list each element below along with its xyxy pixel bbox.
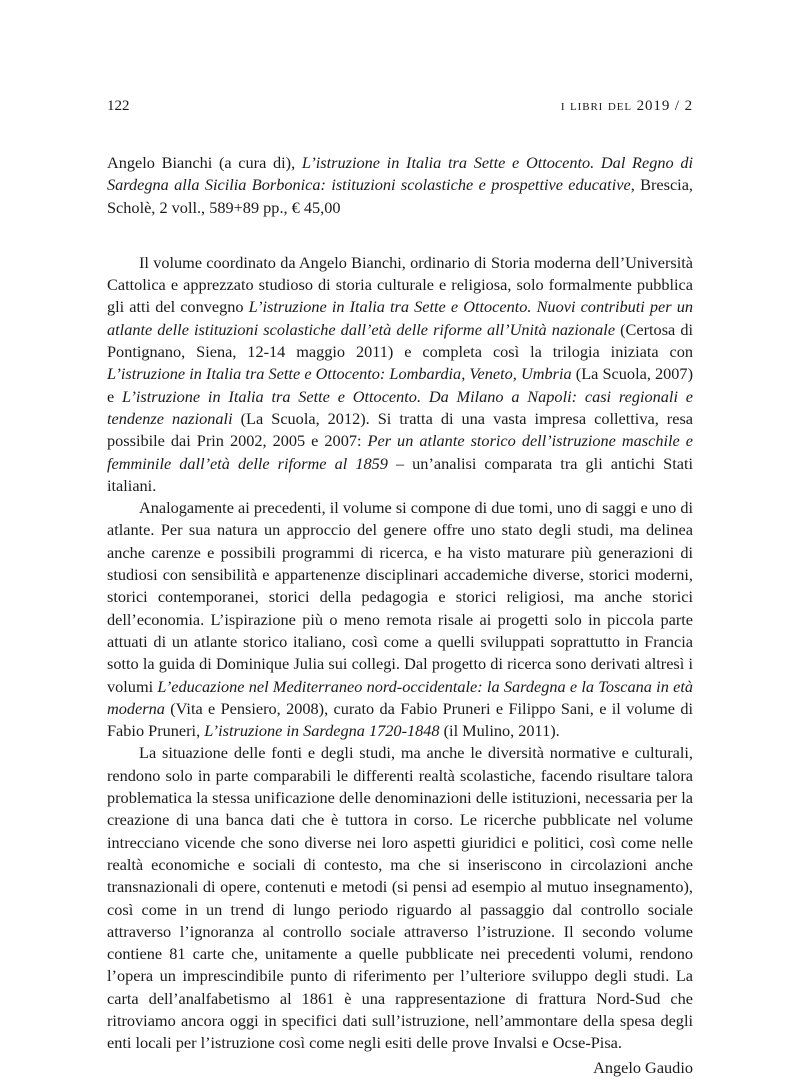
text-run: (Vita e Pensiero, 2008), curato da Fabio Pruneri e Filippo Sani, e il volume di Fabio Pruneri, — [107, 698, 693, 741]
text-run: La situazione delle fonti e degli studi, ma anche le diversità normative e culturali, rendono solo in parte comparabili le differenti realtà scolastiche, facendo risultare talora problematica la stessa unificazione delle denominazioni delle istituzioni, necessaria per la creazione di una banca dati che è tuttora in corso. Le ricerche pubblicate nel volume intrecciano vicende che sono diverse nei loro aspetti giuridici e politici, così come nelle realtà economiche e sociali di contesto, ma che si inseriscono in circolazioni anche transnazionali di opere, contenuti e metodi (si pensi ad esempio al mutuo insegnamento), così come in un trend di lungo periodo riguardo al passaggio dal controllo sociale attraverso l’ignoranza al controllo sociale attraverso l’istruzione. Il secondo volume contiene 81 carte che, unitamente a quelle pubblicate nei precedenti volumi, rendono l’opera un imprescindibile punto di riferimento per l’ulteriore sviluppo degli studi. La carta dell’analfabetismo al 1861 è una rappresentazione di frattura Nord-Sud che ritroviamo ancora oggi in specifici dati sull’istruzione, nell’ammontare della spesa degli enti locali per l’istruzione così come negli esiti delle prove Invalsi e Ocse-Pisa. — [107, 743, 693, 1053]
text-run: Angelo Bianchi (a cura di), — [107, 153, 302, 172]
book-citation — [107, 152, 693, 219]
italic-title-text: L’educazione nel Mediterraneo nord-occidentale: la Sardegna e la Toscana in età moderna — [107, 676, 693, 718]
review-content — [107, 152, 693, 1079]
text-run: Analogamente ai precedenti, il volume si compone di due tomi, uno di saggi e uno di atlante. Per sua natura un approccio del genere offre uno stato degli studi, ma delinea anche carenze e possibili programmi di ricerca, e ha visto maturare più generazioni di studiosi con sensibilità e appartenenze disciplinari accademiche diverse, storici moderni, storici contemporanei, storici della pedagogia e storici religiosi, ma anche storici dell’economia. L’ispirazione più o meno remota risale ai progetti solo in piccola parte attuati di un atlante storico italiano, così come a quelli sviluppati soprattutto in Francia sotto la guida di Dominique Julia sui collegi. Dal progetto di ricerca sono derivati altresì i volumi — [107, 498, 693, 696]
paragraph — [107, 252, 693, 497]
reviewer-signature: Angelo Gaudio — [593, 1057, 693, 1077]
text-run: Il volume coordinato da Angelo Bianchi, ordinario di Storia moderna dell’Università Cattolica e apprezzato studioso di storia culturale e religiosa, solo formalmente pubblica gli atti del convegno — [107, 252, 693, 317]
text-run: (La Scuola, 2012). Si tratta di una vasta impresa collettiva, resa possibile dai Prin 2002, 2005 e 2007: — [107, 408, 694, 451]
text-run: – un’analisi comparata tra gli antichi Stati italiani. — [107, 453, 694, 495]
paragraph — [107, 497, 693, 742]
text-run: (il Mulino, 2011). — [439, 721, 560, 741]
italic-title-text: L’istruzione in Italia tra Sette e Ottocento. Nuovi contributi per un atlante delle istituzioni scolastiche dall’età delle riforme all’Unità nazionale — [107, 297, 693, 339]
running-head: i libri del 2019 / 2 — [560, 98, 693, 114]
page-number: 122 — [107, 98, 130, 114]
text-run: (La Scuola, 2007) e — [107, 364, 693, 406]
italic-title-text: L’istruzione in Italia tra Sette e Ottocento: Lombardia, Veneto, Umbria — [107, 364, 572, 384]
italic-title-text: L’istruzione in Italia tra Sette e Ottocento. Da Milano a Napoli: casi regionali e tendenze nazionali — [107, 386, 693, 428]
text-run: , Brescia, Scholè, 2 voll., 589+89 pp., € 45,00 — [107, 175, 694, 217]
paragraph — [107, 742, 693, 1054]
text-run: (Certosa di Pontignano, Siena, 12-14 maggio 2011) e completa così la trilogia iniziata con — [107, 319, 693, 362]
italic-title-text: L’istruzione in Sardegna 1720-1848 — [204, 721, 440, 741]
italic-title-text: Per un atlante storico dell’istruzione maschile e femminile dall’età delle riforme al 1859 — [107, 431, 694, 473]
review-body — [107, 252, 693, 1055]
italic-title-text: L’istruzione in Italia tra Sette e Ottocento. Dal Regno di Sardegna alla Sicilia Borbonica: istituzioni scolastiche e prospettive educative — [107, 153, 693, 195]
